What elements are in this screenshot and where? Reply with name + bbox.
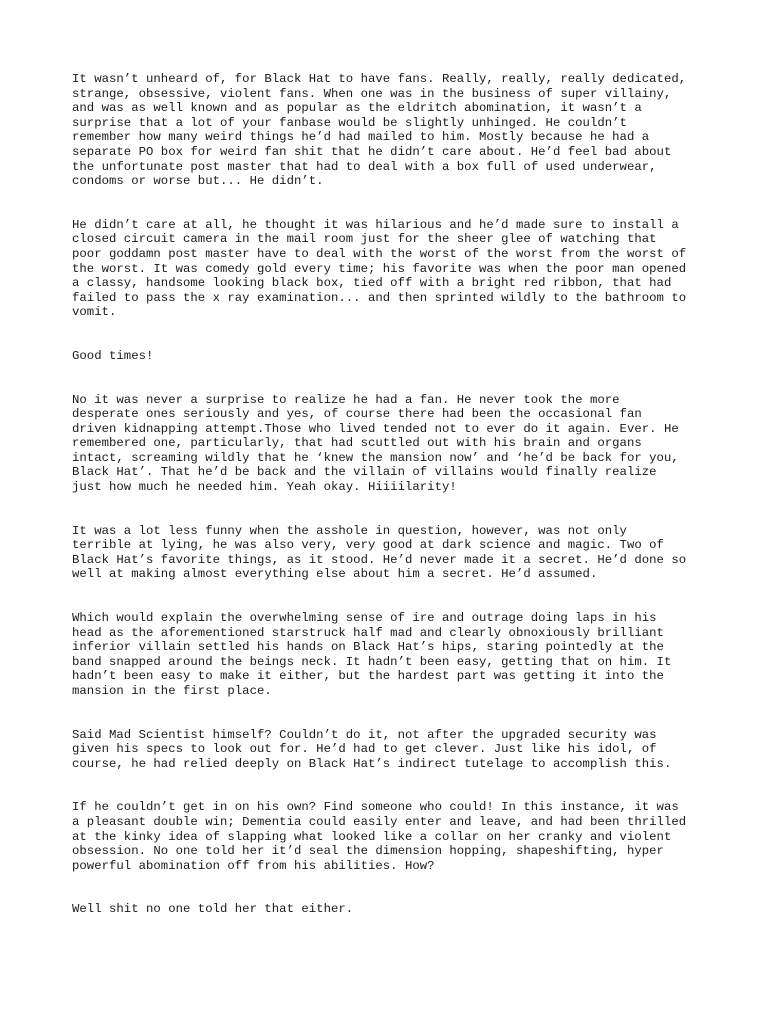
paragraph-8: If he couldn’t get in on his own? Find someone who could! In this instance, it was a pleasant double win; Dementia could easily enter and leave, and had been thrilled at the kinky idea of slapping what looked like a collar on her cranky and violent obsession. No one told her it’d seal the dimension hopping, shapeshifting, hyper powerful abomination off from his abilities. How? (72, 800, 687, 873)
paragraph-5: It was a lot less funny when the asshole in question, however, was not only terrible at lying, he was also very, very good at dark science and magic. Two of Black Hat’s favorite things, as it stood. He’d never made it a secret. He’d done so well at making almost everything else about him a secret. He’d assumed. (72, 523, 687, 582)
paragraph-6: Which would explain the overwhelming sense of ire and outrage doing laps in his head as the aforementioned starstruck half mad and clearly obnoxiously brilliant inferior villain settled his hands on Black Hat’s hips, staring pointedly at the band snapped around the beings neck. It hadn’t been easy, getting that on him. It hadn’t been easy to make it either, but the hardest part was getting it into the mansion in the first place. (72, 611, 672, 698)
paragraph-4: No it was never a surprise to realize he had a fan. He never took the more desperate ones seriously and yes, of course there had been the occasional fan driven kidnapping attempt.Those who lived tended not to ever do it again. Ever. He remembered one, particularly, that had scuttled out with his brain and organs intact, screaming wildly that he ‘knew the mansion now’ and ‘he’d be back for you, Black Hat’. That he’d be back and the villain of villains would finally realize just how much he needed him. Yeah okay. Hiiiilarity! (72, 392, 679, 495)
document-page (72, 72, 712, 946)
paragraph-9: Well shit no one told her that either. (72, 902, 354, 917)
paragraph-3: Good times! (72, 348, 154, 363)
paragraph-1: It wasn’t unheard of, for Black Hat to have fans. Really, really, really dedicated, strange, obsessive, violent fans. When one was in the business of super villainy, and was as well known and as popular as the eldritch abomination, it wasn’t a surprise that a lot of your fanbase would be slightly unhinged. He couldn’t remember how many weird things he’d had mailed to him. Mostly because he had a separate PO box for weird fan shit that he didn’t care about. He’d feel bad about the unfortunate post master that had to deal with a box full of used underwear, condoms or worse but... He didn’t. (72, 72, 687, 189)
paragraph-7: Said Mad Scientist himself? Couldn’t do it, not after the upgraded security was given his specs to look out for. He’d had to get clever. Just like his idol, of course, he had relied deeply on Black Hat’s indirect tutelage to accomplish this. (72, 727, 672, 771)
paragraph-2: He didn’t care at all, he thought it was hilarious and he’d made sure to install a closed circuit camera in the mail room just for the sheer glee of watching that poor goddamn post master have to deal with the worst of the worst from the worst of the worst. It was comedy gold every time; his favorite was when the poor man opened a classy, handsome looking black box, tied off with a bright red ribbon, that had failed to pass the x ray examination... and then sprinted wildly to the bathroom to vomit. (72, 217, 687, 320)
